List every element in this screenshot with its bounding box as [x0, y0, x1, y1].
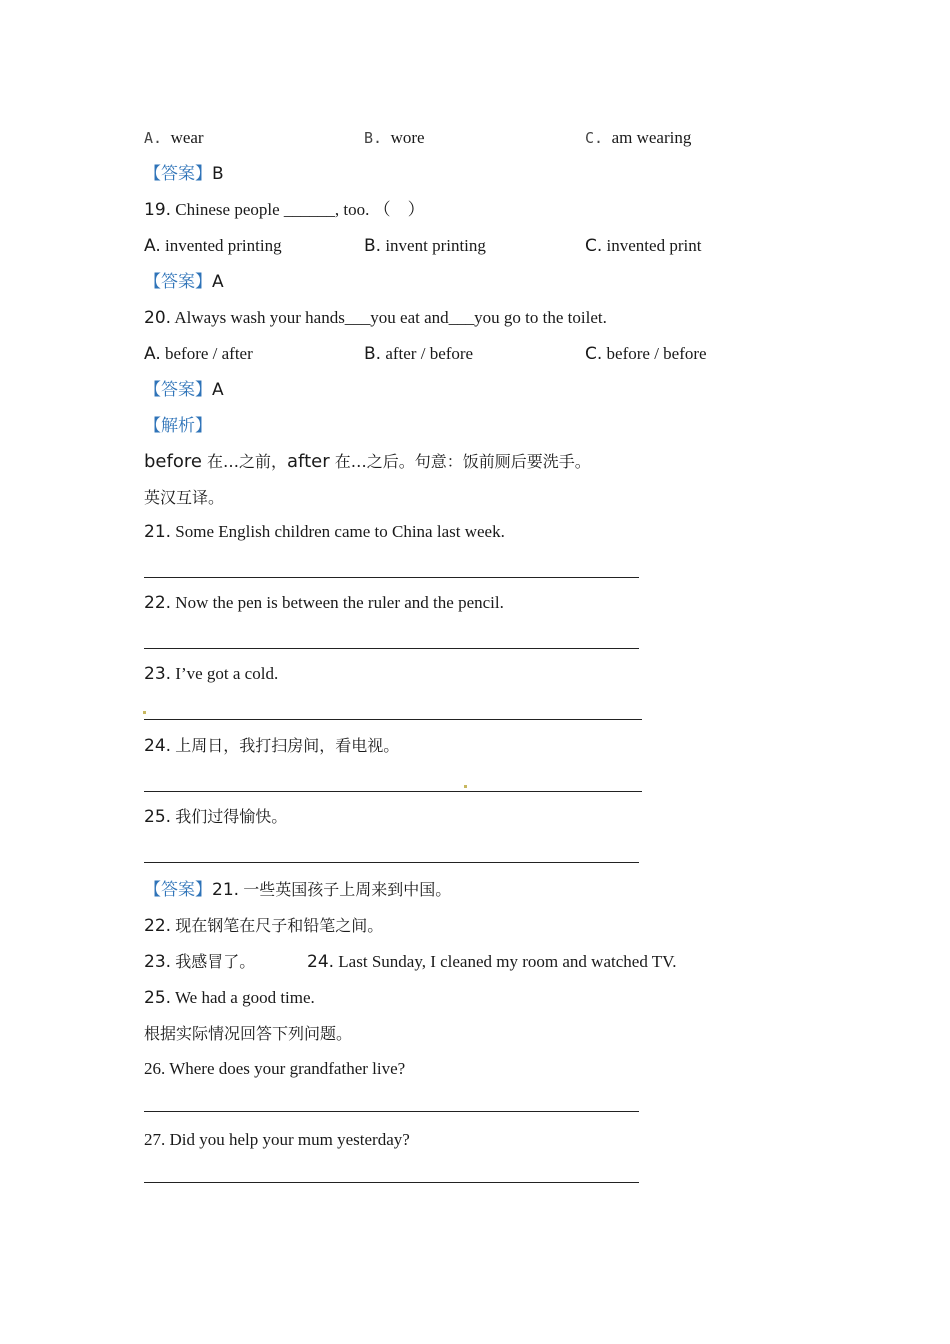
option-text: invented printing: [164, 236, 282, 255]
q24-answer-line[interactable]: [144, 791, 642, 792]
answer-value: B: [212, 164, 224, 184]
q19-option-a: [144, 235, 282, 257]
mark-dot: [464, 785, 467, 788]
option-text: after / before: [385, 344, 474, 363]
answer-value: A: [212, 380, 224, 400]
q21-question: [144, 521, 505, 543]
q18-option-c: [585, 127, 691, 149]
option-text: before / after: [164, 344, 253, 363]
question-text: 我们过得愉快。: [175, 807, 288, 826]
answer-number: 24.: [307, 952, 335, 972]
answers-25-line: [144, 987, 315, 1009]
q20-option-c: [585, 343, 707, 365]
answer-label: 【答案】: [144, 164, 212, 184]
option-letter: A.: [144, 344, 161, 364]
option-letter: C.: [585, 129, 604, 147]
q23-question: [144, 663, 278, 685]
answer-label: 【答案】: [144, 380, 212, 400]
option-text: invent printing: [385, 236, 486, 255]
answers-23-line: [144, 951, 255, 973]
option-letter: C.: [585, 236, 603, 256]
question-number: 19.: [144, 200, 172, 220]
q19-question: [144, 199, 425, 221]
q27-question: 27. Did you help your mum yesterday?: [144, 1130, 410, 1149]
answer-label: 【答案】: [144, 880, 212, 900]
answer-24-text: Last Sunday, I cleaned my room and watched TV.: [338, 952, 677, 971]
analysis-text-2: 在…之后。句意：饭前厕后要洗手。: [329, 452, 591, 471]
answer-21-text: 一些英国孩子上周来到中国。: [243, 880, 452, 899]
analysis-text-1: 在…之前，: [201, 452, 288, 471]
q19-option-c: [585, 235, 701, 257]
option-letter: B.: [364, 129, 383, 147]
answer-25-text: We had a good time.: [175, 988, 315, 1007]
answer-number: 22.: [144, 916, 172, 936]
q20-option-b: [364, 343, 473, 365]
answer-number: 21.: [212, 880, 240, 900]
q21-answer-line[interactable]: [144, 577, 639, 578]
q24-question: [144, 735, 399, 757]
question-text: Some English children came to China last week.: [175, 522, 505, 541]
q18-option-b: [364, 127, 425, 149]
q18-answer: [144, 163, 224, 185]
question-text: Chinese people ______, too. （ ）: [175, 200, 425, 219]
option-letter: A.: [144, 236, 161, 256]
answer-number: 23.: [144, 952, 172, 972]
question-number: 23.: [144, 664, 172, 684]
answers-24-line: [307, 951, 676, 973]
question-text: Now the pen is between the ruler and the pencil.: [175, 593, 504, 612]
q26-question: 26. Where does your grandfather live?: [144, 1059, 406, 1078]
section-title-translate: 英汉互译。: [144, 488, 225, 507]
analysis-word-before: before: [144, 451, 202, 472]
question-text: I’ve got a cold.: [175, 664, 279, 683]
option-text: before / before: [606, 344, 707, 363]
analysis-label: 【解析】: [144, 416, 212, 436]
answer-22-text: 现在钢笔在尺子和铅笔之间。: [175, 916, 384, 935]
option-text: wear: [170, 128, 204, 147]
answer-value: A: [212, 272, 224, 292]
option-letter: B.: [364, 236, 382, 256]
answers-22-line: [144, 915, 383, 937]
analysis-word-after: after: [287, 451, 330, 472]
q20-answer: [144, 379, 224, 401]
answers-21-line: [144, 879, 451, 901]
option-text: invented print: [606, 236, 702, 255]
question-number: 24.: [144, 736, 172, 756]
q25-answer-line[interactable]: [144, 862, 639, 863]
mark-dot: [143, 711, 146, 714]
q23-answer-line[interactable]: [144, 719, 642, 720]
q20-analysis-label-line: [144, 415, 212, 437]
question-number: 20.: [144, 308, 172, 328]
question-text: Always wash your hands___you eat and___you go to the toilet.: [174, 308, 607, 327]
option-letter: B.: [364, 344, 382, 364]
answer-label: 【答案】: [144, 272, 212, 292]
q20-option-a: [144, 343, 253, 365]
q20-analysis: [144, 451, 591, 473]
q18-option-a: [144, 127, 204, 149]
question-number: 25.: [144, 807, 172, 827]
answer-23-text: 我感冒了。: [175, 952, 256, 971]
q22-answer-line[interactable]: [144, 648, 639, 649]
q26-answer-line[interactable]: [144, 1111, 639, 1112]
question-text: 上周日，我打扫房间，看电视。: [175, 736, 400, 755]
section-title-answer: 根据实际情况回答下列问题。: [144, 1024, 353, 1043]
answer-number: 25.: [144, 988, 172, 1008]
option-letter: C.: [585, 344, 603, 364]
q22-question: [144, 592, 504, 614]
q19-answer: [144, 271, 224, 293]
q27-answer-line[interactable]: [144, 1182, 639, 1183]
q25-question: [144, 806, 287, 828]
question-number: 21.: [144, 522, 172, 542]
option-text: wore: [390, 128, 425, 147]
question-number: 22.: [144, 593, 172, 613]
option-text: am wearing: [611, 128, 692, 147]
option-letter: A.: [144, 129, 163, 147]
q20-question: [144, 307, 607, 329]
q19-option-b: [364, 235, 486, 257]
